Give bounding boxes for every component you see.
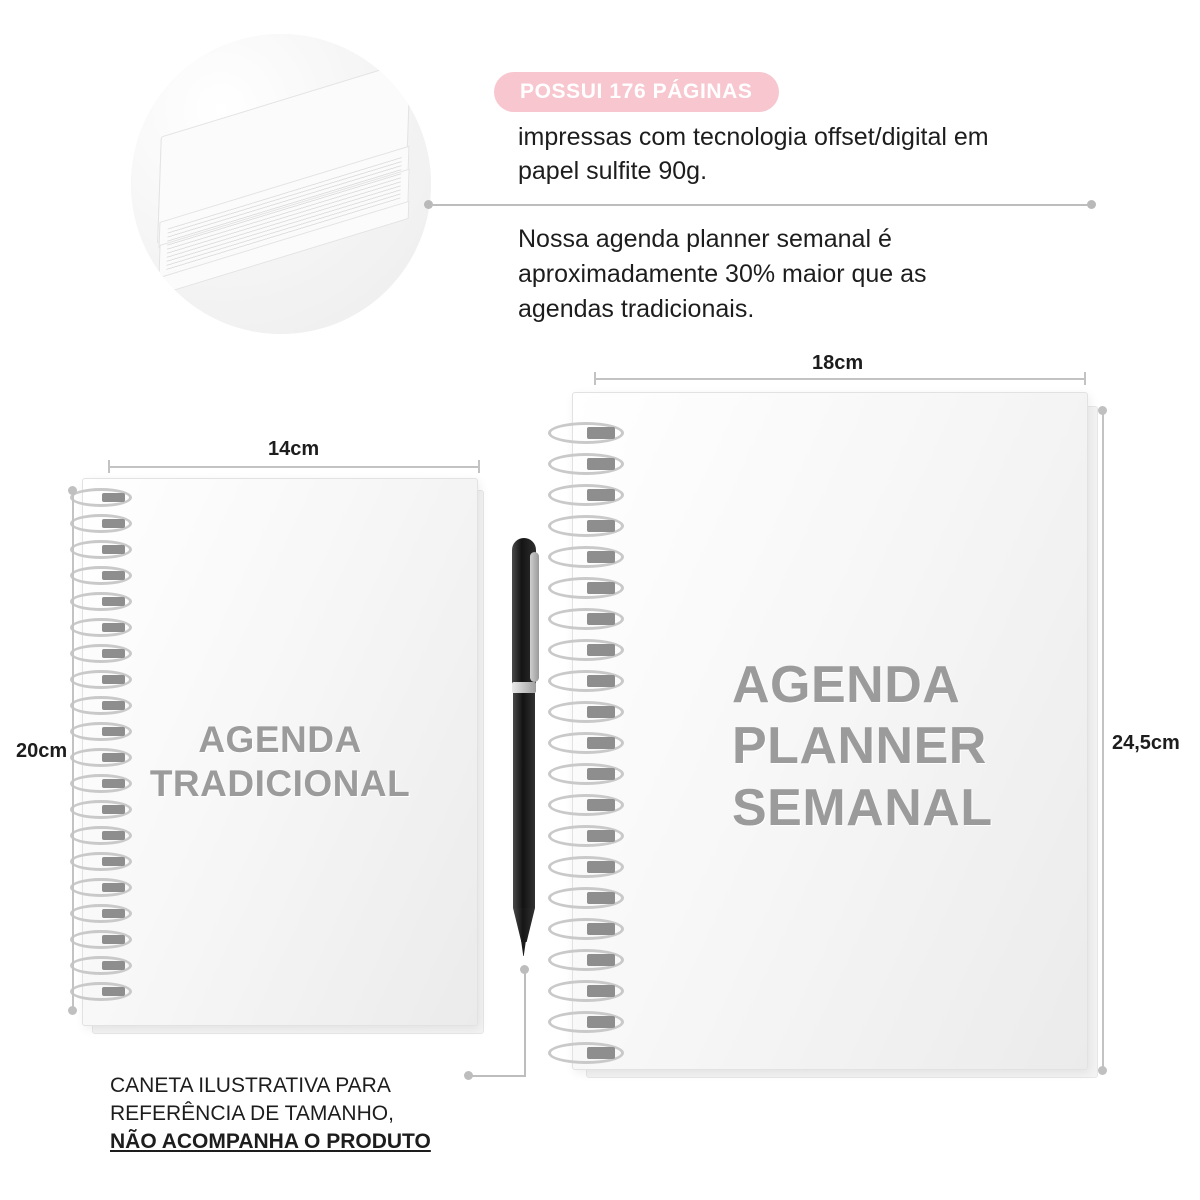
pen-disclaimer-line-3: NÃO ACOMPANHA O PRODUTO	[110, 1130, 431, 1153]
photo-to-text-connector	[424, 200, 1096, 210]
pen-disclaimer-line-1: CANETA ILUSTRATIVA PARA	[110, 1074, 391, 1097]
traditional-notebook-title	[82, 718, 478, 805]
pen-disclaimer	[110, 1072, 510, 1156]
pages-badge-label: POSSUI 176 PÁGINAS	[520, 80, 753, 103]
pen-cone	[513, 908, 535, 942]
planner-width-label: 18cm	[812, 352, 864, 374]
traditional-title-line-1: AGENDA	[198, 719, 362, 760]
paper-stack-photo	[131, 34, 431, 334]
traditional-title-line-2: TRADICIONAL	[149, 762, 411, 804]
traditional-width-label: 14cm	[268, 438, 320, 460]
leader-vertical-line	[524, 971, 526, 1075]
planner-title-line-3: SEMANAL	[732, 778, 993, 837]
planner-title-line-1: AGENDA	[732, 656, 961, 714]
planner-height-label: 24,5cm	[1112, 732, 1180, 754]
planner-title-line-2: PLANNER	[732, 717, 987, 776]
paper-stack-illustration	[141, 89, 431, 319]
connector-dot-right	[1087, 200, 1096, 209]
connector-line	[431, 204, 1089, 206]
paragraph-size-comparison: Nossa agenda planner semanal é aproximadamente 30% maior que as agendas tradicionais.	[518, 225, 927, 323]
pen-tip	[521, 940, 526, 956]
pen-disclaimer-line-2: REFERÊNCIA DE TAMANHO,	[110, 1102, 394, 1125]
planner-notebook-title	[572, 655, 1088, 839]
traditional-height-label: 20cm	[16, 740, 68, 762]
paragraph-print-technology: impressas com tecnologia offset/digital em papel sulfite 90g.	[518, 123, 989, 185]
pen-illustration	[504, 530, 548, 955]
pen-ring	[512, 682, 536, 693]
pen-barrel	[513, 693, 535, 908]
pages-badge	[494, 72, 779, 112]
pen-clip	[530, 552, 539, 682]
